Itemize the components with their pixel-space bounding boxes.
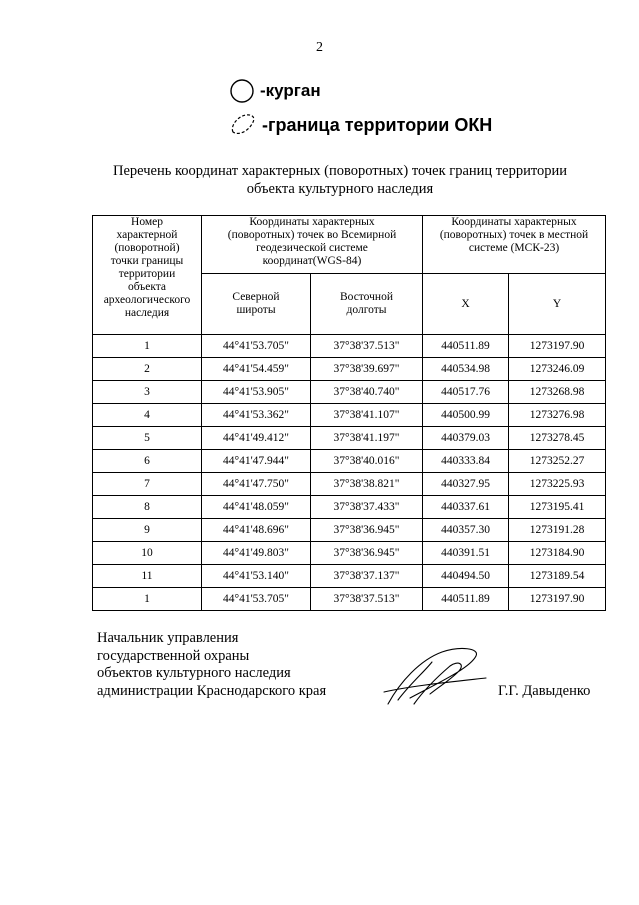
y-cell: 1273268.98 (509, 381, 606, 404)
header-x: X (423, 274, 509, 335)
legend-kurgan (229, 78, 321, 104)
y-cell: 1273246.09 (509, 358, 606, 381)
position-line: государственной охраны (97, 647, 250, 664)
table-row (93, 404, 606, 427)
legend-border-label: -граница территории ОКН (262, 114, 493, 135)
table-row (93, 542, 606, 565)
y-cell: 1273276.98 (509, 404, 606, 427)
y-cell: 1273191.28 (509, 519, 606, 542)
latitude-cell: 44°41'54.459" (202, 358, 311, 381)
page-number: 2 (316, 40, 323, 55)
x-cell: 440494.50 (423, 565, 509, 588)
point-number-cell: 1 (93, 588, 202, 611)
header-wgs84-group: Координаты характерных (поворотных) точек во Всемирной геодезической системе координат(WGS-84) (202, 216, 423, 274)
x-cell: 440511.89 (423, 335, 509, 358)
legend-border (229, 112, 492, 138)
oval-outline-icon (229, 112, 257, 138)
x-cell: 440357.30 (423, 519, 509, 542)
longitude-cell: 37°38'36.945" (311, 519, 423, 542)
longitude-cell: 37°38'41.197" (311, 427, 423, 450)
table-row (93, 473, 606, 496)
table-row (93, 450, 606, 473)
point-number-cell: 8 (93, 496, 202, 519)
table-row (93, 519, 606, 542)
point-number-cell: 7 (93, 473, 202, 496)
table-row (93, 381, 606, 404)
y-cell: 1273184.90 (509, 542, 606, 565)
y-cell: 1273278.45 (509, 427, 606, 450)
x-cell: 440337.61 (423, 496, 509, 519)
longitude-cell: 37°38'38.821" (311, 473, 423, 496)
position-line: объектов культурного наследия (97, 665, 291, 681)
point-number-cell: 3 (93, 381, 202, 404)
longitude-cell: 37°38'37.513" (311, 588, 423, 611)
latitude-cell: 44°41'47.750" (202, 473, 311, 496)
x-cell: 440333.84 (423, 450, 509, 473)
table-row (93, 588, 606, 611)
latitude-cell: 44°41'53.362" (202, 404, 311, 427)
x-cell: 440391.51 (423, 542, 509, 565)
latitude-cell: 44°41'49.412" (202, 427, 311, 450)
x-cell: 440327.95 (423, 473, 509, 496)
longitude-cell: 37°38'40.740" (311, 381, 423, 404)
latitude-cell: 44°41'49.803" (202, 542, 311, 565)
header-point-number: Номер характерной (поворотной) точки границы территории объекта археологического наследия (93, 216, 202, 335)
signatory-position (97, 630, 326, 700)
latitude-cell: 44°41'47.944" (202, 450, 311, 473)
longitude-cell: 37°38'41.107" (311, 404, 423, 427)
table-row (93, 565, 606, 588)
header-y: Y (509, 274, 606, 335)
circle-icon (229, 78, 255, 104)
list-title-line: Перечень координат характерных (поворотных) точек границ территории (112, 163, 568, 179)
longitude-cell: 37°38'36.945" (311, 542, 423, 565)
position-line: Начальник управления (97, 630, 239, 646)
list-title-line: объекта культурного наследия (246, 181, 434, 197)
y-cell: 1273225.93 (509, 473, 606, 496)
latitude-cell: 44°41'53.905" (202, 381, 311, 404)
table-row (93, 335, 606, 358)
position-line: администрации Краснодарского края (97, 682, 327, 699)
point-number-cell: 11 (93, 565, 202, 588)
y-cell: 1273189.54 (509, 565, 606, 588)
y-cell: 1273195.41 (509, 496, 606, 519)
latitude-cell: 44°41'53.140" (202, 565, 311, 588)
point-number-cell: 4 (93, 404, 202, 427)
table-row (93, 496, 606, 519)
x-cell: 440534.98 (423, 358, 509, 381)
latitude-cell: 44°41'53.705" (202, 335, 311, 358)
header-east-longitude: Восточной долготы (311, 274, 423, 335)
coordinates-table (92, 215, 606, 611)
y-cell: 1273197.90 (509, 335, 606, 358)
point-number-cell: 5 (93, 427, 202, 450)
x-cell: 440379.03 (423, 427, 509, 450)
handwritten-signature (380, 642, 490, 712)
longitude-cell: 37°38'40.016" (311, 450, 423, 473)
x-cell: 440517.76 (423, 381, 509, 404)
y-cell: 1273252.27 (509, 450, 606, 473)
point-number-cell: 6 (93, 450, 202, 473)
x-cell: 440500.99 (423, 404, 509, 427)
x-cell: 440511.89 (423, 588, 509, 611)
legend-kurgan-label: -курган (260, 81, 321, 100)
header-north-latitude: Северной широты (202, 274, 311, 335)
point-number-cell: 10 (93, 542, 202, 565)
table-row (93, 427, 606, 450)
y-cell: 1273197.90 (509, 588, 606, 611)
latitude-cell: 44°41'53.705" (202, 588, 311, 611)
longitude-cell: 37°38'37.433" (311, 496, 423, 519)
longitude-cell: 37°38'39.697" (311, 358, 423, 381)
table-row (93, 358, 606, 381)
list-title (80, 162, 600, 198)
latitude-cell: 44°41'48.059" (202, 496, 311, 519)
point-number-cell: 2 (93, 358, 202, 381)
signer-name: Г.Г. Давыденко (498, 683, 591, 699)
latitude-cell: 44°41'48.696" (202, 519, 311, 542)
longitude-cell: 37°38'37.513" (311, 335, 423, 358)
header-msk23-group: Координаты характерных (поворотных) точек в местной системе (МСК-23) (423, 216, 606, 274)
point-number-cell: 1 (93, 335, 202, 358)
point-number-cell: 9 (93, 519, 202, 542)
longitude-cell: 37°38'37.137" (311, 565, 423, 588)
